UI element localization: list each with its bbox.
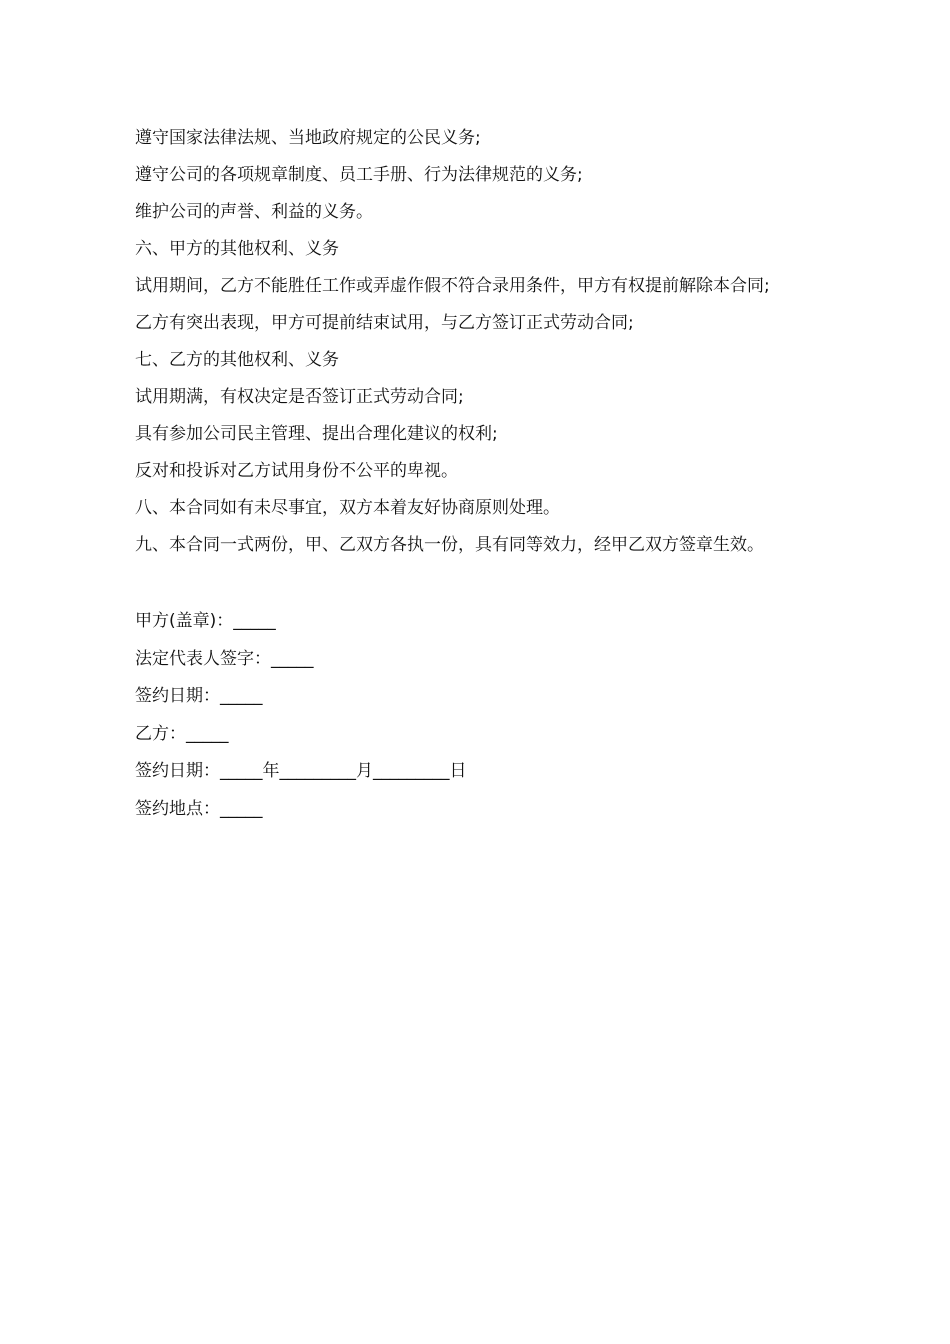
clause-oppose-discrimination: 反对和投诉对乙方试用身份不公平的卑视。 — [135, 461, 458, 481]
section-copies-effect: 九、本合同一式两份，甲、乙双方各执一份，具有同等效力，经甲乙双方签章生效。 — [135, 535, 764, 555]
clause-obey-law: 遵守国家法律法规、当地政府规定的公民义务; — [135, 128, 481, 148]
sign-date-full-line: 签约日期：_____年_________月_________日 — [135, 761, 467, 781]
spacer — [116, 564, 846, 603]
clause-early-termination: 试用期间，乙方不能胜任工作或弄虚作假不符合录用条件，甲方有权提前解除本合同; — [135, 276, 770, 296]
clause-obey-company-rules: 遵守公司的各项规章制度、员工手册、行为法律规范的义务; — [135, 165, 583, 185]
document-body — [116, 120, 846, 828]
signature-block — [116, 603, 846, 828]
legal-representative-line: 法定代表人签字：_____ — [135, 648, 314, 669]
sign-place-line: 签约地点：_____ — [135, 798, 263, 819]
party-b-line: 乙方：_____ — [135, 723, 229, 744]
clause-decide-formal-contract: 试用期满，有权决定是否签订正式劳动合同; — [135, 387, 464, 407]
section-heading-party-a-rights: 六、甲方的其他权利、义务 — [135, 239, 339, 259]
sign-date-line: 签约日期：_____ — [135, 686, 263, 706]
section-heading-party-b-rights: 七、乙方的其他权利、义务 — [135, 350, 339, 370]
clause-participate-management: 具有参加公司民主管理、提出合理化建议的权利; — [135, 424, 498, 444]
party-a-seal-line: 甲方(盖章)：_____ — [135, 611, 276, 631]
clause-maintain-reputation: 维护公司的声誉、利益的义务。 — [135, 202, 373, 222]
section-unresolved-matters: 八、本合同如有未尽事宜，双方本着友好协商原则处理。 — [135, 498, 560, 518]
clause-early-formal-contract: 乙方有突出表现，甲方可提前结束试用，与乙方签订正式劳动合同; — [135, 313, 634, 333]
